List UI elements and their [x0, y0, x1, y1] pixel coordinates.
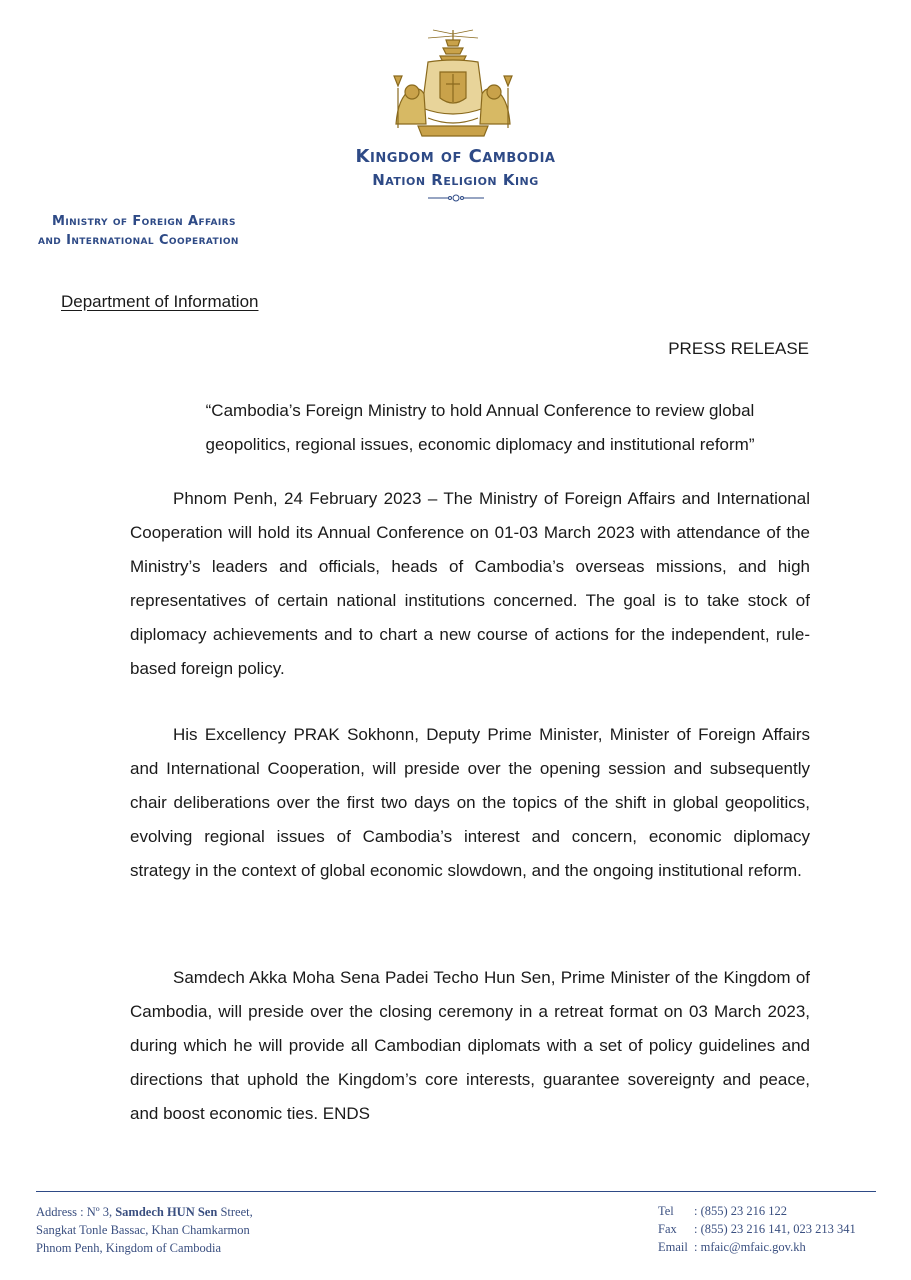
body-paragraph-3: Samdech Akka Moha Sena Padei Techo Hun Sen, Prime Minister of the Kingdom of Cambodia, will preside over the closing ceremony in a retreat format on 03 March 2023, during which he will provide all Cambodian diplomats with a set of policy guidelines and directions that uphold the Kingdom’s core interests, guarantee sovereignty and peace, and boost economic ties. ENDS — [130, 968, 810, 1123]
address-street: Samdech HUN Sen — [115, 1205, 218, 1219]
ministry-name-line-2: and International Cooperation — [38, 233, 239, 248]
fax-value: : (855) 23 216 141, 023 213 341 — [694, 1222, 856, 1236]
footer-address — [36, 1203, 253, 1257]
royal-emblem-icon — [388, 28, 518, 140]
tel-label: Tel — [658, 1204, 674, 1218]
footer-address-line-3: Phnom Penh, Kingdom of Cambodia — [36, 1241, 222, 1255]
kingdom-title: Kingdom of Cambodia — [355, 146, 556, 167]
email-label: Email — [658, 1240, 688, 1254]
email-value: : mfaic@mfaic.gov.kh — [694, 1240, 806, 1254]
press-release-label: PRESS RELEASE — [668, 339, 809, 358]
fax-label: Fax — [658, 1222, 677, 1236]
footer-address-line-1 — [36, 1203, 253, 1221]
tel-value: : (855) 23 216 122 — [694, 1204, 788, 1218]
footer-divider — [36, 1191, 876, 1192]
body-paragraph-1: Phnom Penh, 24 February 2023 – The Ministry of Foreign Affairs and International Cooperation will hold its Annual Conference on 01-03 March 2023 with attendance of the Ministry’s leaders and officials, heads of Cambodia’s overseas missions, and high representatives of certain national institutions concerned. The goal is to take stock of diplomacy achievements and to chart a new course of actions for the independent, rule-based foreign policy. — [130, 489, 810, 678]
footer-tel — [658, 1202, 856, 1220]
footer-fax — [658, 1220, 856, 1238]
kingdom-motto: Nation Religion King — [372, 171, 539, 189]
divider-ornament-icon — [426, 193, 486, 203]
footer-email — [658, 1238, 856, 1256]
press-release-headline: “Cambodia’s Foreign Ministry to hold Annual Conference to review global geopolitics, regional issues, economic diplomacy and institutional reform” — [205, 401, 755, 454]
address-prefix: Address : Nº 3, — [36, 1205, 116, 1219]
footer-address-line-2: Sangkat Tonle Bassac, Khan Chamkarmon — [36, 1223, 250, 1237]
address-suffix: Street, — [217, 1205, 253, 1219]
footer-contact — [658, 1202, 856, 1256]
body-paragraph-2: His Excellency PRAK Sokhonn, Deputy Prime Minister, Minister of Foreign Affairs and International Cooperation, will preside over the opening session and subsequently chair deliberations over the first two days on the topics of the shift in global geopolitics, evolving regional issues of Cambodia’s interest and concern, economic diplomacy strategy in the context of global economic slowdown, and the ongoing institutional reform. — [130, 725, 810, 880]
ministry-name-line-1: Ministry of Foreign Affairs — [52, 214, 236, 229]
department-label: Department of Information — [61, 292, 259, 311]
